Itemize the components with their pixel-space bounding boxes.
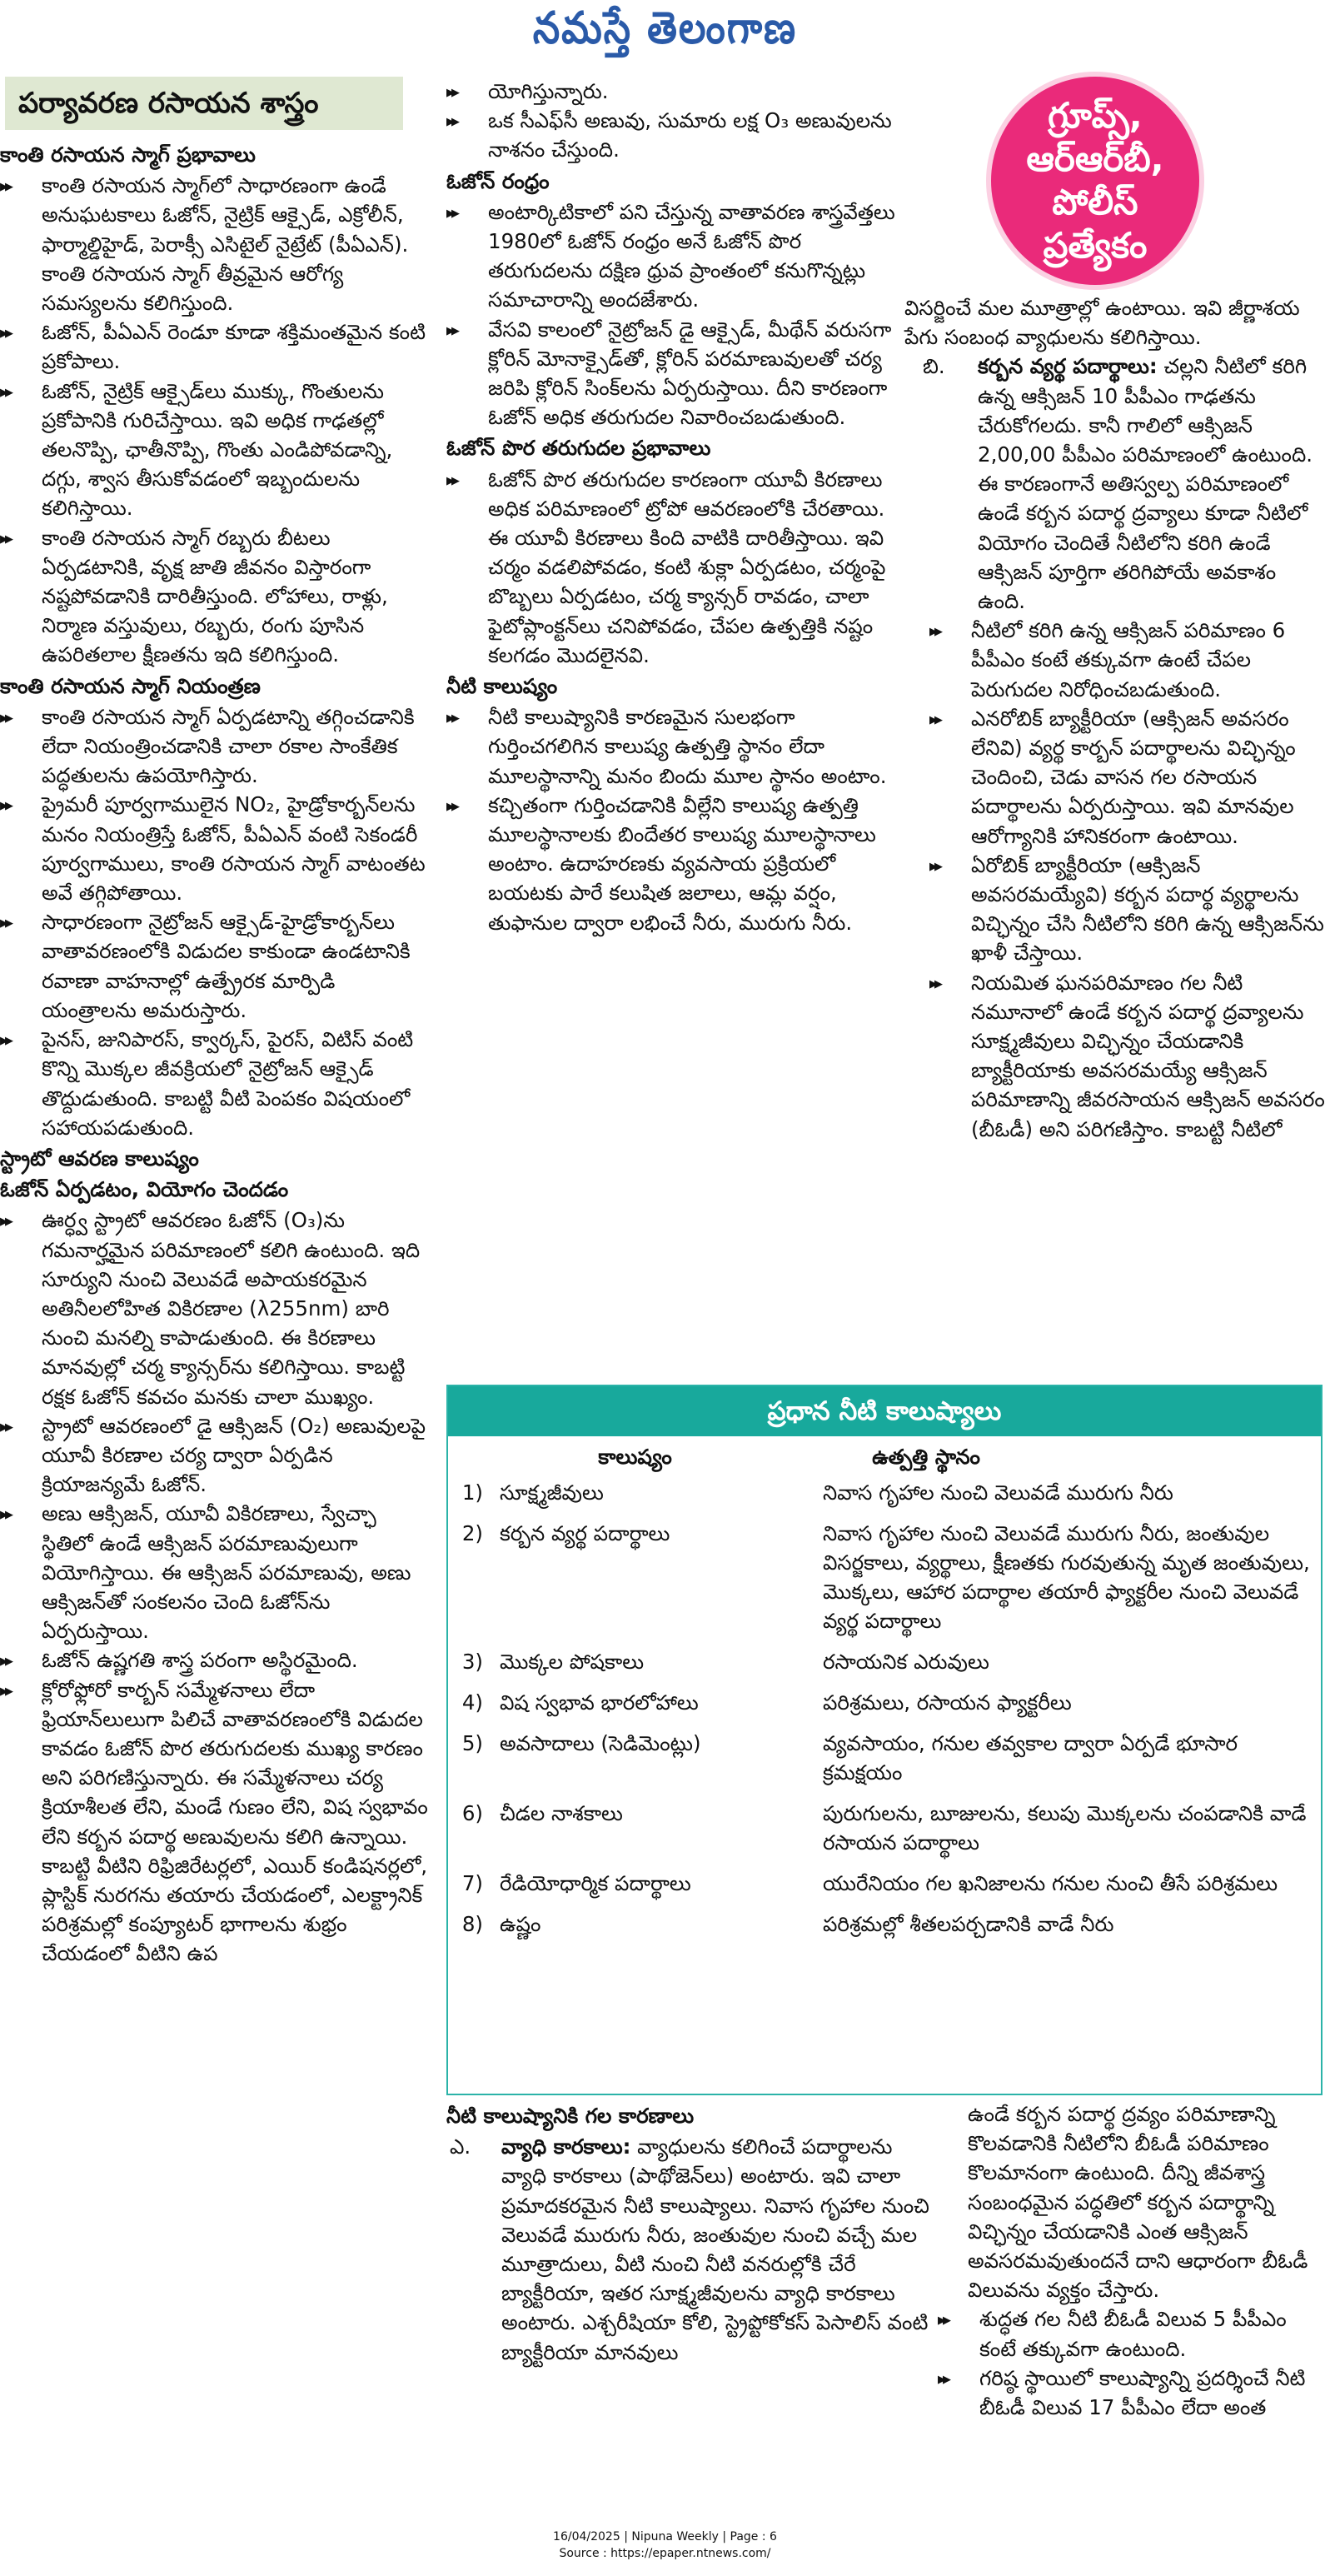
row-source: రసాయనిక ఎరువులు (823, 1650, 989, 1674)
bullet-paragraph: ▶▶ ఓజోన్, నైట్రిక్ ఆక్సైడ్‌లు ముక్కు, గొంతులను ప్రకోపానికి గురిచేస్తాయి. ఇవి అధిక గాఢతల్లో తలనొప్పి, ఛాతీనొప్పి, గొంతు ఎండిపోవడాన్ని, దగ్గు, శ్వాస తీసుకోవడంలో ఇబ్బందులను కలిగిస్తాయి. (0, 377, 433, 523)
bullet-paragraph: ▶▶ అంటార్కిటికాలో పని చేస్తున్న వాతావరణ శాస్త్రవేత్తలు 1980లో ఓజోన్ రంధ్రం అనే ఓజోన్ పొర తరుగుదలను దక్షిణ ధ్రువ ప్రాంతంలో కనుగొన్నట్లు సమాచారాన్ని అందజేశారు. (446, 197, 903, 315)
labeled-paragraph (446, 2132, 929, 2367)
table-row (448, 1729, 1321, 1787)
bullet-paragraph: ▶▶ ఓజోన్, పీఏఎన్ రెండూ కూడా శక్తిమంతమైన కంటి ప్రకోపాలు. (0, 317, 433, 376)
bullet-paragraph: ▶▶ కాంతి రసాయన స్మాగ్ రబ్బరు బీటలు ఏర్పడటానికి, వృక్ష జాతి జీవనం విస్తారంగా నష్టపోవడానికి దారితీస్తుంది. లోహాలు, రాళ్లు, నిర్మాణ వస్తువులు, రబ్బరు, రంగు పూసిన ఉపరితలాల క్షీణతను ఇది కలిగిస్తుంది. (0, 523, 433, 670)
labeled-paragraph (904, 352, 1325, 616)
row-source: పరిశ్రమల్లో శీతలపర్చడానికి వాడే నీరు (823, 1912, 1114, 1936)
row-pollutant: అవసాదాలు (సెడిమెంట్లు) (500, 1731, 701, 1755)
lower-column-3 (938, 2099, 1326, 2422)
row-number: 2) (461, 1521, 483, 1545)
row-pollutant: మొక్కల పోషకాలు (500, 1650, 645, 1674)
continued-text (446, 77, 903, 106)
bullet-paragraph: ▶▶ స్ట్రాటో ఆవరణంలో డై ఆక్సిజన్ (O₂) అణువులపై యూవీ కిరణాల చర్య ద్వారా ఏర్పడిన క్రియాజన్యమే ఓజోన్. (0, 1411, 433, 1500)
table-header (448, 1436, 1321, 1478)
masthead (0, 0, 1330, 67)
bullet-paragraph: ▶▶ కాంతి రసాయన స్మాగ్ ఏర్పడటాన్ని తగ్గించడానికి లేదా నియంత్రించడానికి చాలా రకాల సాంకేతిక పద్ధతులను ఉపయోగిస్తారు. (0, 702, 433, 791)
subheading: నీటి కాలుష్యం (446, 674, 558, 699)
table-row (448, 1478, 1321, 1507)
bullet-paragraph: ▶▶ నీటిలో కరిగి ఉన్న ఆక్సిజన్ పరిమాణం 6 పీపీఎం కంటే తక్కువగా ఉంటే చేపల పెరుగుదల నిరోధించబడుతుంది. (929, 616, 1325, 704)
row-number: 4) (461, 1690, 483, 1715)
row-source: నివాస గృహాల నుంచి వెలువడే మురుగు నీరు, జంతువుల విసర్జకాలు, వ్యర్థాలు, క్షీణతకు గురవుతున్న మృత జంతువులు, మొక్కలు, ఆహార పదార్థాల తయారీ ఫ్యాక్టరీల నుంచి వెలువడే వ్యర్థ పదార్థాలు (823, 1521, 1310, 1633)
table-row (448, 1647, 1321, 1676)
continued-text: ఉండే కర్బన పదార్థ ద్రవ్యం పరిమాణాన్ని కొలవడానికి నీటిలోని బీఓడీ పరిమాణం కొలమానంగా ఉంటుంది. దీన్ని జీవశాస్త్ర సంబంధమైన పద్ధతిలో కర్బన పదార్థాన్ని విచ్ఛిన్నం చేయడానికి ఎంత ఆక్సిజన్ అవసరమవుతుందనే దాని ఆధారంగా బీఓడీ విలువను వ్యక్తం చేస్తారు. (968, 2102, 1308, 2303)
bullet-paragraph: ▶▶ వేసవి కాలంలో నైట్రోజన్ డై ఆక్సైడ్, మీథేన్ వరుసగా క్లోరిన్ మోనాక్సైడ్‌తో, క్లోరిన్ పరమాణువులతో చర్య జరిపి క్లోరిన్ సింక్‌లను ఏర్పరుస్తాయి. దీని కారణంగా ఓజోన్ అధిక తరుగుదల నివారించబడుతుంది. (446, 315, 903, 432)
table-row (448, 1688, 1321, 1717)
row-number: 5) (461, 1731, 483, 1755)
table-row (448, 1799, 1321, 1857)
bullet-paragraph: ▶▶ క్లోరోఫ్లోరో కార్బన్ సమ్మేళనాలు లేదా ఫ్రియాన్‌లులుగా పిలిచే వాతావరణంలోకి విడుదల కావడం ఓజోన్ పొర తరుగుదలకు ముఖ్య కారణం అని పరిగణిస్తున్నారు. ఈ సమ్మేళనాలు చర్య క్రియాశీలత లేని, మండే గుణం లేని, విష స్వభావం లేని కర్బన పదార్థ అణువులను కలిగి ఉన్నాయి. కాబట్టి వీటిని రిఫ్రిజిరేటర్లలో, ఎయిర్ కండిషనర్లలో, ప్లాస్టిక్ నురగను తయారు చేయడంలో, ఎలక్ట్రానిక్ పరిశ్రమల్లో కంప్యూటర్ భాగాలను శుభ్రం చేయడంలో వీటిని ఉప (0, 1675, 433, 1969)
row-pollutant: కర్బన వ్యర్థ పదార్థాలు (500, 1521, 670, 1545)
table-title: ప్రధాన నీటి కాలుష్యాలు (448, 1386, 1321, 1436)
item-label: ఎ. (450, 2134, 471, 2159)
bullet-paragraph: ▶▶ ఒక సీఎఫ్‌సీ అణువు, సుమారు లక్ష O₃ అణువులను నాశనం చేస్తుంది. (446, 106, 903, 164)
row-number: 6) (461, 1801, 483, 1825)
item-label: బి. (923, 354, 945, 379)
bullet-paragraph: ▶▶ ఎనరోబిక్ బ్యాక్టీరియా (ఆక్సిజన్ అవసరం లేనివి) వ్యర్థ కార్బన్ పదార్థాలను విచ్ఛిన్నం చెందించి, చెడు వాసన గల రసాయన పదార్థాలను ఏర్పరుస్తాయి. ఇవి మానవుల ఆరోగ్యానికి హానికరంగా ఉంటాయి. (929, 704, 1325, 851)
item-heading: కర్బన వ్యర్థ పదార్థాలు: (978, 354, 1158, 379)
column-3 (904, 293, 1325, 1144)
row-pollutant: రేడియోధార్మిక పదార్థాలు (500, 1871, 691, 1895)
subheading: నీటి కాలుష్యానికి గల కారణాలు (446, 2104, 695, 2128)
bullet-paragraph: ▶▶ ఊర్ధ్వ స్ట్రాటో ఆవరణం ఓజోన్ (O₃)ను గమనార్హమైన పరిమాణంలో కలిగి ఉంటుంది. ఇది సూర్యుని నుంచి వెలువడే అపాయకరమైన అతినీలలోహిత వికిరణాల (λ255nm) బారి నుంచి మనల్ని కాపాడుతుంది. ఈ కిరణాలు మానవుల్లో చర్మ క్యాన్సర్‌ను కలిగిస్తాయి. కాబట్టి రక్షక ఓజోన్ కవచం మనకు చాలా ముఖ్యం. (0, 1206, 433, 1410)
subheading: ఓజోన్ పొర తరుగుదల ప్రభావాలు (446, 436, 711, 461)
row-pollutant: ఉష్ణం (500, 1912, 541, 1936)
section-title: పర్యావరణ రసాయన శాస్త్రం (5, 77, 403, 130)
bullet-paragraph: ▶▶ ఓజోన్ ఉష్ణగతి శాస్త్ర పరంగా అస్థిరమైంది. (0, 1645, 433, 1675)
bullet-paragraph: ▶▶ శుద్ధత గల నీటి బీఓడీ విలువ 5 పీపీఎం కంటే తక్కువగా ఉంటుంది. (938, 2304, 1326, 2363)
bullet-paragraph: ▶▶ కాంతి రసాయన స్మాగ్‌లో సాధారణంగా ఉండే అనుఘటకాలు ఓజోన్, నైట్రిక్ ఆక్సైడ్, ఎక్రోలీన్, ఫార్మాల్డిహైడ్, పెరాక్సీ ఎసిటైల్ నైట్రేట్ (పీఏఎన్). కాంతి రసాయన స్మాగ్ తీవ్రమైన ఆరోగ్య సమస్యలను కలిగిస్తుంది. (0, 171, 433, 317)
bullet-paragraph: ▶▶ కచ్చితంగా గుర్తించడానికి వీల్లేని కాలుష్య ఉత్పత్తి మూలస్థానాలకు బిందేతర కాలుష్య మూలస్థానాలు అంటాం. ఉదాహరణకు వ్యవసాయ ప్రక్రియలో బయటకు పారే కలుషిత జలాలు, ఆమ్ల వర్షం, తుఫానుల ద్వారా లభించే నీరు, మురుగు నీరు. (446, 791, 903, 937)
row-source: పురుగులను, బూజులను, కలుపు మొక్కలను చంపడానికి వాడే రసాయన పదార్థాలు (823, 1801, 1307, 1855)
bullet-paragraph: ▶▶ సాధారణంగా నైట్రోజన్ ఆక్సైడ్-హైడ్రోకార్బన్‌లు వాతావరణంలోకి విడుదల కాకుండా ఉండటానికి రవాణా వాహనాల్లో ఉత్ప్రేరక మార్పిడి యంత్రాలను అమరుస్తారు. (0, 907, 433, 1025)
row-source: నివాస గృహాల నుంచి వెలువడే మురుగు నీరు (823, 1480, 1173, 1505)
subheading: ఓజోన్ రంధ్రం (446, 168, 550, 193)
lower-column-2 (446, 2099, 929, 2367)
bullet-paragraph: ▶▶ ప్రైమరీ పూర్వగాములైన NO₂, హైడ్రోకార్బన్‌లను మనం నియంత్రిస్తే ఓజోన్, పీఏఎన్ వంటి సెకండరీ పూర్వగాములు, కాంతి రసాయన స్మాగ్ వాటంతట అవే తగ్గిపోతాయి. (0, 790, 433, 907)
row-number: 1) (461, 1480, 483, 1505)
masthead-logo-text: నమస్తే తెలంగాణ (532, 2, 798, 54)
table-body (448, 1478, 1321, 1939)
table-row (448, 1869, 1321, 1898)
header-pollutant: కాలుష్యం (598, 1445, 672, 1469)
row-number: 7) (461, 1871, 483, 1895)
subheading: కాంతి రసాయన స్మాగ్ ప్రభావాలు (0, 142, 256, 167)
bullet-paragraph: ▶▶ పైనస్, జునిపారస్, క్వార్కస్, పైరస్, విటిస్ వంటి కొన్ని మొక్కల జీవక్రియలో నైట్రోజన్ ఆక్సైడ్ తొద్దుడుతుంది. కాబట్టి వీటి పెంపకం విషయంలో సహాయపడుతుంది. (0, 1025, 433, 1142)
subheading: ఓజోన్ ఏర్పడటం, వియోగం చెందడం (0, 1177, 289, 1202)
continued-text: విసర్జించే మల మూత్రాల్లో ఉంటాయి. ఇవి జీర్ణాశయ పేగు సంబంధ వ్యాధులను కలిగిస్తాయి. (904, 296, 1300, 350)
row-source: పరిశ్రమలు, రసాయన ఫ్యాక్టరీలు (823, 1690, 1072, 1715)
row-pollutant: విష స్వభావ భారలోహాలు (500, 1690, 699, 1715)
row-number: 8) (461, 1912, 483, 1936)
footer-source: Source : https://epaper.ntnews.com/ (559, 2547, 771, 2560)
bullet-paragraph: ▶▶ ఏరోబిక్ బ్యాక్టీరియా (ఆక్సిజన్ అవసరమయ్యేవి) కర్బన పదార్థ వ్యర్థాలను విచ్ఛిన్నం చేసి నీటిలోని కరిగి ఉన్న ఆక్సిజన్‌ను ఖాళీ చేస్తాయి. (929, 851, 1325, 968)
item-heading: వ్యాధి కారకాలు: (501, 2134, 631, 2159)
item-text: చల్లని నీటిలో కరిగి ఉన్న ఆక్సిజన్ 10 పీపీఎం గాఢతను చేరుకోగలదు. కానీ గాలిలో ఆక్సిజన్ 2,00,00 పీపీఎం పరిమాణంలో ఉంటుంది. ఈ కారణంగానే అతిస్వల్ప పరిమాణంలో ఉండే కర్బన పదార్థ ద్రవ్యాలు కూడా నీటిలో వియోగం చెందితే నీటిలోని కరిగి ఉండే ఆక్సిజన్ పూర్తిగా తరిగిపోయే అవకాశం ఉంది. (978, 354, 1313, 614)
row-pollutant: సూక్ష్మజీవులు (500, 1480, 604, 1505)
row-source: వ్యవసాయం, గనుల తవ్వకాల ద్వారా ఏర్పడే భూసార క్రమక్షయం (823, 1731, 1238, 1785)
table-row (448, 1519, 1321, 1635)
group-badge: గ్రూప్స్, ఆర్ఆర్‌బీ, పోలీస్ ప్రత్యేకం (991, 77, 1199, 285)
row-source: యురేనియం గల ఖనిజాలను గనుల నుంచి తీసే పరిశ్రమలు (823, 1871, 1278, 1895)
row-pollutant: చీడల నాశకాలు (500, 1801, 623, 1825)
bullet-paragraph: ▶▶ అణు ఆక్సిజన్, యూవీ వికిరణాలు, స్వేచ్ఛా స్థితిలో ఉండే ఆక్సిజన్ పరమాణువులుగా వియోగిస్తాయి. ఈ ఆక్సిజన్ పరమాణువు, అణు ఆక్సిజన్‌తో సంకలనం చెంది ఓజోన్‌ను ఏర్పరుస్తాయి. (0, 1499, 433, 1645)
continued-text-span: యోగిస్తున్నారు. (488, 79, 609, 103)
bullet-paragraph: ▶▶ గరిష్ఠ స్థాయిలో కాలుష్యాన్ని ప్రదర్శించే నీటి బీఓడీ విలువ 17 పీపీఎం లేదా అంత (938, 2364, 1326, 2422)
header-source: ఉత్పత్తి స్థానం (872, 1445, 980, 1469)
footer (0, 2529, 1330, 2562)
bullet-paragraph: ▶▶ నియమిత ఘనపరిమాణం గల నీటి నమూనాలో ఉండే కర్బన పదార్థ ద్రవ్యాలను సూక్ష్మజీవులు విచ్ఛిన్నం చేయడానికి బ్యాక్టీరియాకు అవసరమయ్యే ఆక్సిజన్ పరిమాణాన్ని జీవరసాయన ఆక్సిజన్ అవసరం (బీఓడీ) అని పరిగణిస్తాం. కాబట్టి నీటిలో (929, 968, 1325, 1144)
bullet-paragraph: ▶▶ నీటి కాలుష్యానికి కారణమైన సులభంగా గుర్తించగలిగిన కాలుష్య ఉత్పత్తి స్థానం లేదా మూలస్థానాన్ని మనం బిందు మూల స్థానం అంటాం. (446, 702, 903, 791)
table-row (448, 1910, 1321, 1939)
pollutants-table (446, 1385, 1323, 2095)
column-1 (0, 77, 433, 1969)
subheading: కాంతి రసాయన స్మాగ్ నియంత్రణ (0, 673, 261, 698)
footer-date-page: 16/04/2025 | Nipuna Weekly | Page : 6 (553, 2530, 777, 2544)
column-2 (446, 77, 903, 937)
item-text: వ్యాధులను కలిగించే పదార్థాలను వ్యాధి కారకాలు (పాథోజెన్‌లు) అంటారు. ఇవి చాలా ప్రమాదకరమైన నీటి కాలుష్యాలు. నివాస గృహాల నుంచి వెలువడే మురుగు నీరు, జంతువుల నుంచి వచ్చే మల మూత్రాదులు, వీటి నుంచి నీటి వనరుల్లోకి చేరే బ్యాక్టీరియా, ఇతర సూక్ష్మజీవులను వ్యాధి కారకాలు అంటారు. ఎశ్చరీషియా కోలి, స్ట్రెప్టోకోకస్ పెసాలిస్ వంటి బ్యాక్టీరియా మానవులు (501, 2134, 929, 2364)
subheading: స్ట్రాటో ఆవరణ కాలుష్యం (0, 1146, 199, 1171)
row-number: 3) (461, 1650, 483, 1674)
bullet-paragraph: ▶▶ ఓజోన్ పొర తరుగుదల కారణంగా యూవీ కిరణాలు అధిక పరిమాణంలో ట్రోపో ఆవరణంలోకి చేరతాయి. ఈ యూవీ కిరణాలు కింది వాటికి దారితీస్తాయి. ఇవి చర్మం వడలిపోవడం, కంటి శుక్లా ఏర్పడటం, చర్మంపై బొబ్బలు ఏర్పడటం, చర్మ క్యాన్సర్ రావడం, చాలా ఫైటోప్లాంక్టన్‌లు చనిపోవడం, చేపల ఉత్పత్తికి నష్టం కలగడం మొదలైనవి. (446, 465, 903, 670)
